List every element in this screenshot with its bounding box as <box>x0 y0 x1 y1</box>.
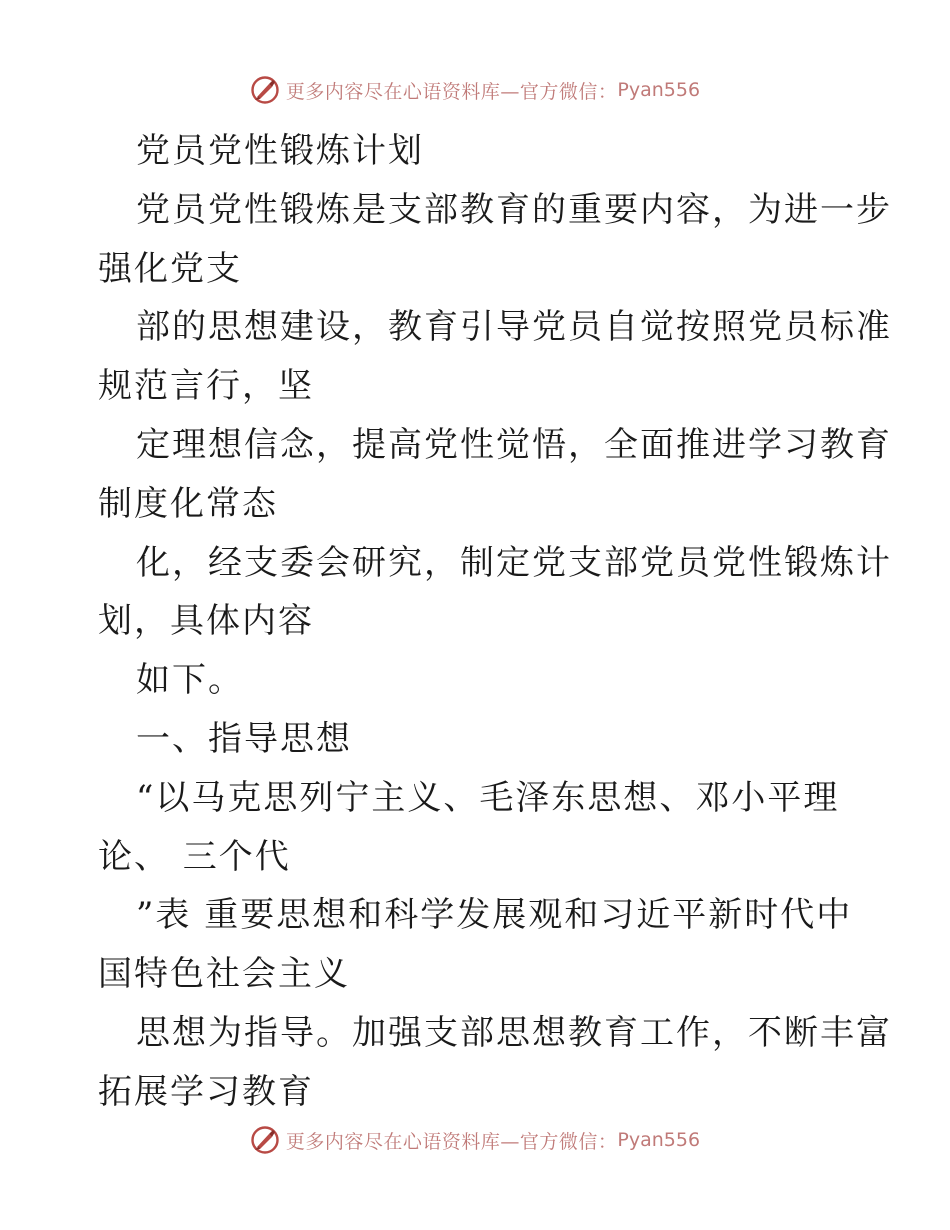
text-line: 如下。 <box>136 660 244 701</box>
text-line: 制度化常态 <box>98 483 278 524</box>
text-line: 思想为指导。加强支部思想教育工作，不断丰富 <box>136 1012 892 1053</box>
wechat-id: Pyan556 <box>617 1129 701 1151</box>
text-line: 定理想信念，提高党性觉悟，全面推进学习教育 <box>136 424 892 465</box>
header-banner <box>0 68 950 112</box>
text-line: ”表 重要思想和科学发展观和习近平新时代中 <box>136 895 853 936</box>
text-line: 拓展学习教育 <box>98 1071 314 1112</box>
text-line: 一、指导思想 <box>136 718 352 759</box>
text-line: “以马克思列宁主义、毛泽东思想、邓小平理 <box>136 777 840 818</box>
text-line: 划，具体内容 <box>98 601 314 642</box>
text-line: 党员党性锻炼计划 <box>136 131 424 171</box>
text-line: 化，经支委会研究，制定党支部党员党性锻炼计 <box>136 542 892 583</box>
wechat-id: Pyan556 <box>617 79 701 101</box>
banner-text: 更多内容尽在心语资料库—官方微信： <box>285 1130 618 1153</box>
banner-text: 更多内容尽在心语资料库—官方微信： <box>285 80 618 103</box>
text-line: 党员党性锻炼是支部教育的重要内容，为进一步 <box>136 189 892 230</box>
document-body <box>98 122 892 1122</box>
pen-logo-icon <box>250 1125 280 1155</box>
text-line: 强化党支 <box>98 248 242 289</box>
text-line: 国特色社会主义 <box>98 954 350 995</box>
text-line: 规范言行，坚 <box>98 366 314 407</box>
pen-logo-icon <box>250 75 280 105</box>
text-line: 论、 三个代 <box>98 836 291 877</box>
text-line: 部的思想建设，教育引导党员自觉按照党员标准 <box>136 307 892 348</box>
footer-banner <box>0 1118 950 1162</box>
